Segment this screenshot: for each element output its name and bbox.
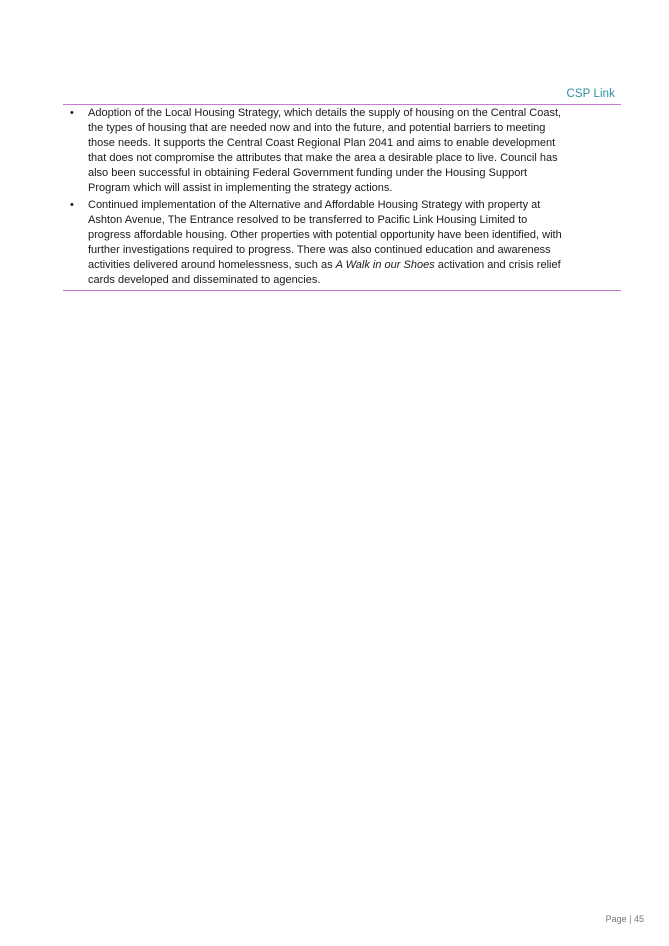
bullet-icon: • [70, 198, 74, 211]
page-number: Page | 45 [605, 914, 644, 924]
bullet-icon: • [70, 107, 74, 119]
list-item [63, 106, 621, 197]
list-item-italic-title: A Walk in our Shoes [335, 258, 435, 271]
list-item-text: Adoption of the Local Housing Strategy, which details the supply of housing on the Central Coast, the types of housing that are needed now and into the future, and potential barriers to meeting those needs. It supports the Central Coast Regional Plan 2041 and aims to enable development that does not compromise the attributes that make the area a desirable place to live. Council has also been successful in obtaining Federal Government funding under the Housing Support Program which will assist in implementing the strategy actions. [88, 107, 562, 195]
list-item-text-start: Continued implementation of the Alternative and Affordable Housing Strategy with property at Ashton Avenue, The Entrance resolved to be transferred to Pacific Link Housing Limited to progress affordable housing. Other properties with potential opportunity have been identified, with further investigations required to progress. There was also continued education and awareness activities delivered around homelessness, such as [88, 198, 562, 271]
housing-actions-list [63, 106, 621, 288]
list-item-text-end: activation and crisis relief cards developed and disseminated to agencies. [88, 258, 561, 287]
csp-link-label: CSP Link [566, 88, 615, 100]
housing-actions-table [63, 104, 621, 291]
list-item [63, 198, 621, 289]
